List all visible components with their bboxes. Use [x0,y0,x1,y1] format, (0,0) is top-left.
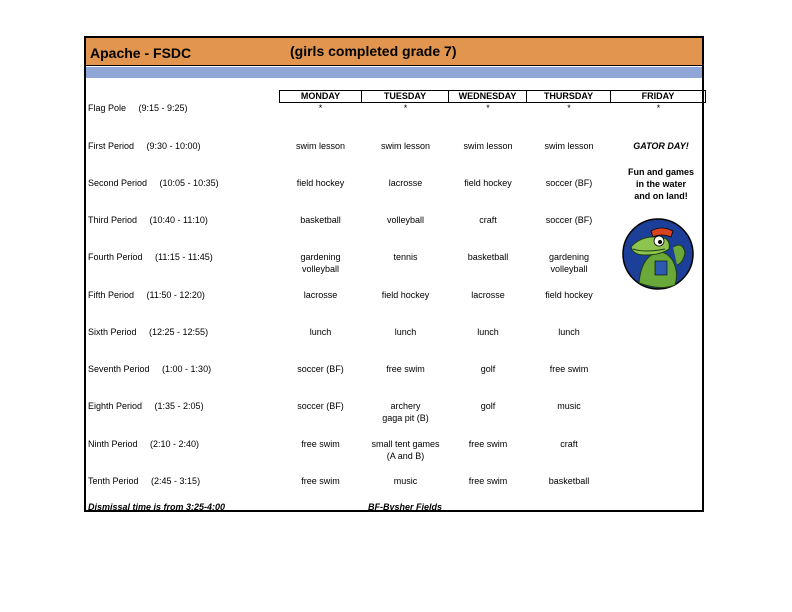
page-subtitle: (girls completed grade 7) [290,43,457,59]
activity-cell-tue: music [393,476,418,486]
flag-mark-wed: * [486,103,490,113]
period-label-flag-pole: Flag Pole (9:15 - 9:25) [88,103,188,113]
period-label: Eighth Period (1:35 - 2:05) [88,401,204,411]
flag-mark-fri: * [656,103,661,113]
activity-cell-mon: soccer (BF) [297,401,344,411]
activity-cell-mon: basketball [300,215,341,225]
day-header-friday: FRIDAY [611,90,706,103]
day-header-thursday: THURSDAY [527,90,611,103]
activity-cell-tue: small tent games (A and B) [371,439,440,461]
period-label: Ninth Period (2:10 - 2:40) [88,439,200,449]
activity-cell-mon: lacrosse [303,290,338,300]
period-label: Seventh Period (1:00 - 1:30) [88,364,212,374]
header-band [86,67,702,78]
activity-cell-mon: free swim [301,439,340,449]
activity-cell-wed: swim lesson [463,141,513,151]
activity-cell-tue: lunch [394,327,417,337]
activity-cell-thu: basketball [548,476,590,486]
activity-cell-wed: craft [479,215,497,225]
activity-cell-wed: lacrosse [471,290,505,300]
activity-cell-tue: archery gaga pit (B) [382,401,429,423]
activity-cell-tue: field hockey [381,290,430,300]
day-header-tuesday: TUESDAY [362,90,449,103]
activity-cell-thu: free swim [549,364,589,374]
activity-cell-thu: craft [560,439,578,449]
activity-cell-wed: free swim [468,476,508,486]
activity-cell-wed: basketball [467,252,509,262]
fields-note: BF-Bysher Fields [368,502,443,512]
dismissal-note: Dismissal time is from 3:25-4:00 [88,502,226,512]
header-bar [86,38,702,66]
activity-cell-mon: gardening volleyball [300,252,341,274]
activity-cell-thu: soccer (BF) [545,178,593,188]
gator-day-title: GATOR DAY! [633,141,689,151]
activity-cell-thu: soccer (BF) [545,215,593,225]
period-label: Second Period (10:05 - 10:35) [88,178,219,188]
period-label: Tenth Period (2:45 - 3:15) [88,476,201,486]
period-label: First Period (9:30 - 10:00) [88,141,201,151]
page-title: Apache - FSDC [90,45,192,61]
day-header-monday: MONDAY [279,90,362,103]
activity-cell-thu: field hockey [545,290,593,300]
activity-cell-thu: music [557,401,581,411]
activity-cell-wed: free swim [468,439,508,449]
flag-mark-mon: * [318,103,323,113]
period-label: Sixth Period (12:25 - 12:55) [88,327,209,337]
flag-mark-thu: * [567,103,571,113]
activity-cell-mon: field hockey [296,178,345,188]
activity-cell-mon: lunch [309,327,332,337]
activity-cell-mon: soccer (BF) [297,364,344,374]
activity-cell-tue: free swim [386,364,425,374]
activity-cell-wed: lunch [477,327,499,337]
activity-cell-thu: swim lesson [544,141,594,151]
activity-cell-tue: swim lesson [380,141,430,151]
gator-day-text: Fun and games in the water and on land! [627,167,694,201]
activity-cell-tue: lacrosse [388,178,423,188]
activity-cell-wed: golf [480,401,496,411]
activity-cell-thu: gardening volleyball [548,252,590,274]
day-header-wednesday: WEDNESDAY [449,90,527,103]
schedule-sheet [84,36,704,512]
activity-cell-tue: tennis [393,252,418,262]
activity-cell-tue: volleyball [386,215,425,225]
period-label: Third Period (10:40 - 11:10) [88,215,208,225]
flag-mark-tue: * [403,103,408,113]
period-label: Fourth Period (11:15 - 11:45) [88,252,213,262]
activity-cell-mon: free swim [301,476,340,486]
gator-mascot-icon [621,217,695,291]
period-label: Fifth Period (11:50 - 12:20) [88,290,205,300]
activity-cell-wed: field hockey [464,178,512,188]
activity-cell-mon: swim lesson [295,141,345,151]
activity-cell-thu: lunch [558,327,580,337]
activity-cell-wed: golf [480,364,496,374]
